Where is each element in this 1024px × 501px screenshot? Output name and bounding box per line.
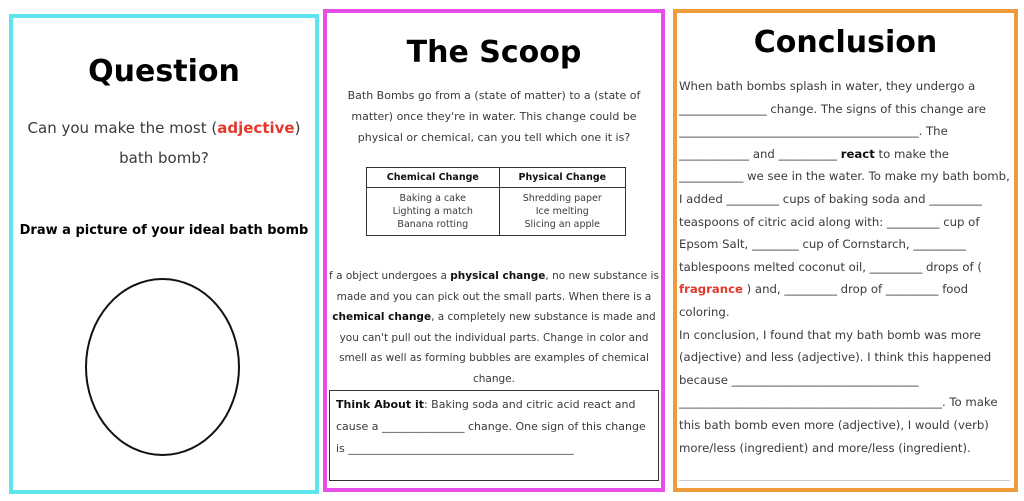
physical-example: Shredding paper <box>522 193 602 204</box>
body-text: , no new substance is made and you can pick out the small parts. When there is a <box>336 270 659 303</box>
draw-prompt: Draw a picture of your ideal bath bomb <box>19 223 309 238</box>
conclusion-panel <box>673 9 1018 492</box>
conclusion-text: When bath bombs splash in water, they undergo a _______________ change. The signs of this change are _________________________________________. The ____________ and __________ <box>679 79 986 161</box>
think-label: Think About it <box>336 398 424 411</box>
react-term: react <box>840 146 875 161</box>
question-panel <box>9 14 319 494</box>
drawing-oval[interactable] <box>85 278 240 456</box>
physical-example: Ice melting <box>535 206 589 217</box>
body-text: f a object undergoes a <box>329 270 451 282</box>
physical-examples <box>499 188 625 236</box>
scoop-panel <box>323 9 665 492</box>
header-physical-change: Physical Change <box>499 168 625 188</box>
scoop-body <box>327 266 661 389</box>
adjective-placeholder: adjective <box>217 119 295 137</box>
change-table <box>366 167 626 236</box>
question-text-before: Can you make the most ( <box>27 119 218 137</box>
conclusion-body[interactable] <box>679 75 1010 459</box>
conclusion-summary: In conclusion, I found that my bath bomb was more (adjective) and less (adjective). I think this happened because ________________________________ _____________________________________________. To make this bath bomb even more (adjective), I would (verb) more/less (ingredient) and more/less (ingredient). <box>679 327 998 455</box>
think-about-it-box[interactable] <box>329 390 659 481</box>
question-text <box>27 113 301 173</box>
conclusion-text: ) and, _________ drop of _________ food coloring. <box>679 282 969 319</box>
conclusion-title: Conclusion <box>753 25 938 60</box>
question-text-after: ) bath bomb? <box>119 119 301 167</box>
physical-example: Slicing an apple <box>524 219 601 230</box>
chemical-example: Baking a cake <box>399 193 466 204</box>
bottom-rule <box>679 480 1010 481</box>
scoop-title: The Scoop <box>406 35 582 70</box>
chemical-examples <box>367 188 500 236</box>
think-text: : Baking soda and citric acid react and cause a _______________ change. One sign of this change is _________________________________________ <box>336 398 646 455</box>
physical-change-term: physical change <box>450 270 546 282</box>
scoop-intro: Bath Bombs go from a (state of matter) to a (state of matter) once they're in water. This change could be physical or chemical, can you tell which one it is? <box>347 89 641 144</box>
body-text: , a completely new substance is made and you can't pull out the individual parts. Change in color and smell as well as forming bubbles are examples of chemical change. <box>339 311 656 385</box>
chemical-example: Banana rotting <box>397 219 469 230</box>
header-chemical-change: Chemical Change <box>367 168 500 188</box>
conclusion-text: to make the ___________ we see in the water. To make my bath bomb, I added _________ cups of baking soda and _________ teaspoons of citric acid along with: _________ cup of Epsom Salt, ________ cup of Cornstarch, _________ tablespoons melted coconut oil, _________ drops of ( <box>679 146 1010 274</box>
question-title: Question <box>88 54 240 89</box>
fragrance-placeholder: fragrance <box>679 282 743 297</box>
chemical-example: Lighting a match <box>392 206 473 217</box>
chemical-change-term: chemical change <box>332 311 432 323</box>
